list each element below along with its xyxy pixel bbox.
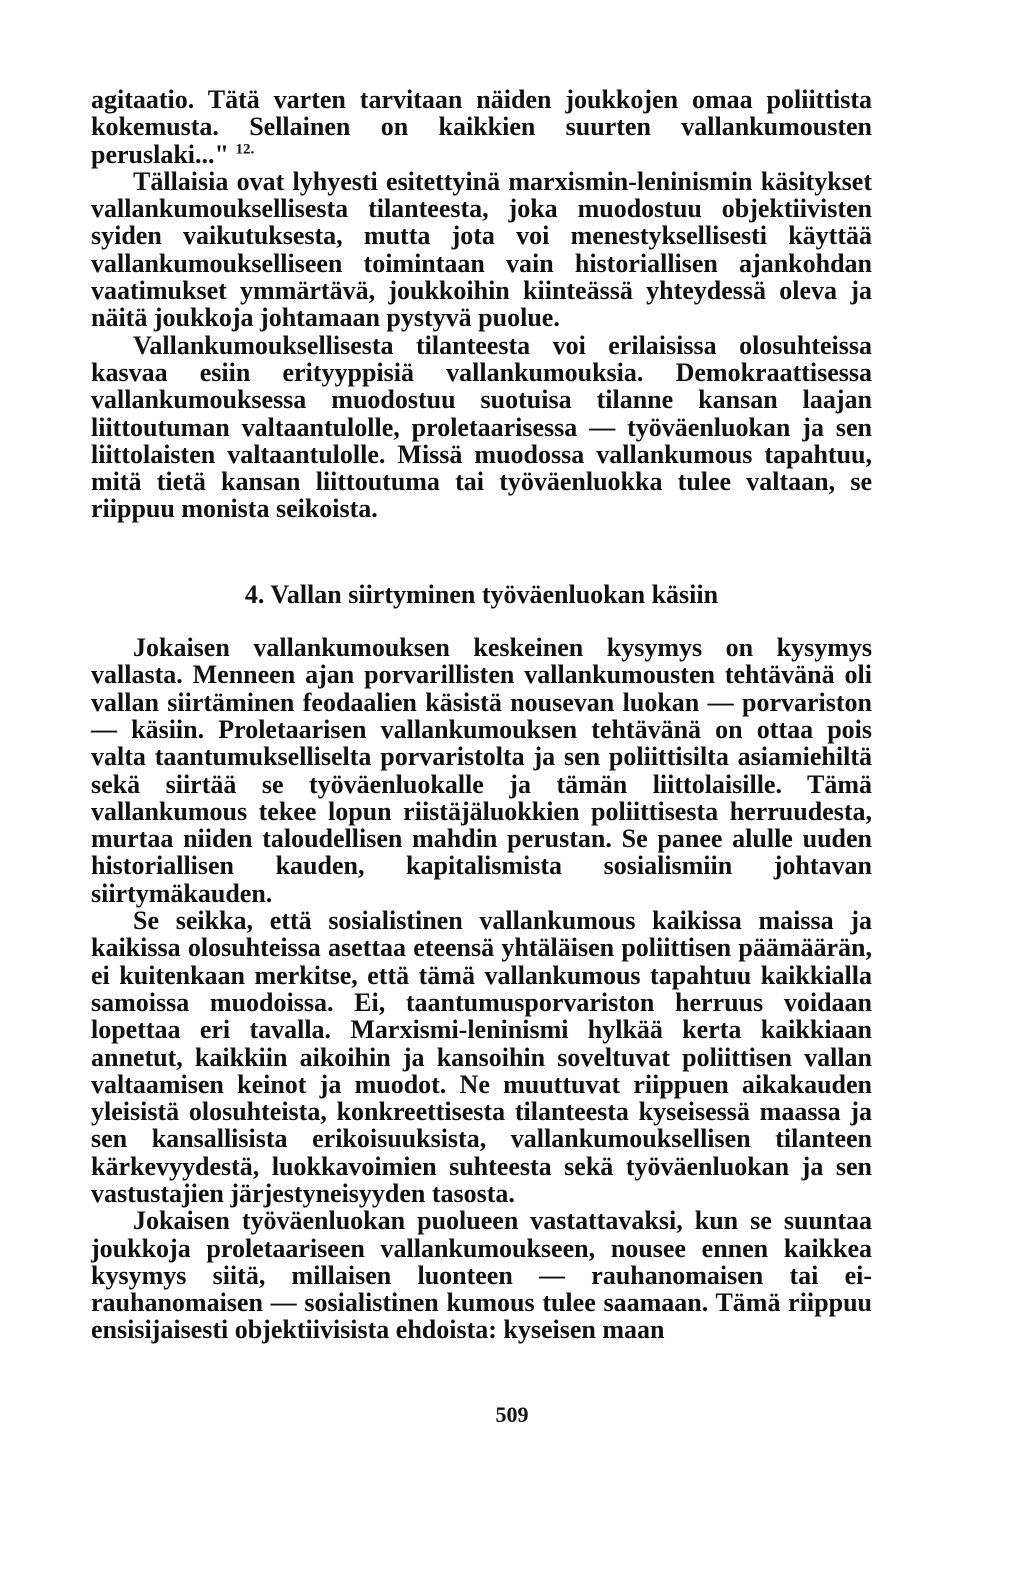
footnote-reference: 12. [235, 140, 255, 157]
paragraph: Tällaisia ovat lyhyesti esitettyinä marxismin-leninismin käsitykset vallankumouksellisesta tilanteesta, joka muodostuu objektiivisten syiden vaikutuksesta, mutta jota voi menestyksellisesti käyttää vallankumoukselliseen toimintaan vain historiallisen ajankohdan vaatimukset ymmärtävä, joukkoihin kiinteässä yhteydessä oleva ja näitä joukkoja johtamaan pystyvä puolue. [91, 166, 872, 333]
paragraph-continuation [91, 86, 872, 168]
paragraph: Jokaisen työväenluokan puolueen vastattavaksi, kun se suuntaa joukkoja proletaariseen vallankumoukseen, nousee ennen kaikkea kysymys siitä, millaisen luonteen — rauhanomaisen tai ei-rauhanomaisen — sosialistinen kumous tulee saamaan. Tämä riippuu ensisijaisesti objektiivisista ehdoista: kyseisen maan [91, 1206, 872, 1345]
page-body [91, 86, 872, 1344]
section-heading: 4. Vallan siirtyminen työväenluokan käsiin [244, 579, 719, 609]
page-number: 509 [495, 1402, 529, 1427]
paragraph-text: agitaatio. Tätä varten tarvitaan näiden joukkojen omaa poliittista kokemusta. Sellainen on kaikkien suurten vallankumousten peruslaki..." [91, 85, 872, 169]
paragraph: Jokaisen vallankumouksen keskeinen kysymys on kysymys vallasta. Menneen ajan porvarillisten vallankumousten tehtävänä oli vallan siirtäminen feodaalien käsistä nousevan luokan — porvariston — käsiin. Proletaarisen vallankumouksen tehtävänä on ottaa pois valta taantumukselliselta porvaristolta ja sen poliittisilta asiamiehiltä sekä siirtää se työväenluokalle ja tämän liittolaisille. Tämä vallankumous tekee lopun riistäjäluokkien poliittisesta herruudesta, murtaa niiden taloudellisen mahdin perustan. Se panee alulle uuden historiallisen kauden, kapitalismista sosialismiin johtavan siirtymäkauden. [91, 633, 872, 908]
paragraph: Vallankumouksellisesta tilanteesta voi erilaisissa olosuhteissa kasvaa esiin erityyppisiä vallankumouksia. Demokraattisessa vallankumouksessa muodostuu suotuisa tilanne kansan laajan liittoutuman valtaantulolle, proletaarisessa — työväenluokan ja sen liittolaisten valtaantulolle. Missä muodossa vallankumous tapahtuu, mitä tietä kansan liittoutuma tai työväenluokka tulee valtaan, se riippuu monista seikoista. [91, 330, 872, 524]
paragraph: Se seikka, että sosialistinen vallankumous kaikissa maissa ja kaikissa olosuhteissa asettaa eteensä yhtäläisen poliittisen päämäärän, ei kuitenkaan merkitse, että tämä vallankumous tapahtuu kaikkialla samoissa muodoissa. Ei, taantumusporvariston herruus voidaan lopettaa eri tavalla. Marxismi-leninismi hylkää kerta kaikkiaan annetut, kaikkiin aikoihin ja kansoihin soveltuvat poliittisen vallan valtaamisen keinot ja muodot. Ne muuttuvat riippuen aikakauden yleisistä olosuhteista, konkreettisesta tilanteesta kyseisessä maassa ja sen kansallisista erikoisuuksista, vallankumouksellisen tilanteen kärkevyydestä, luokkavoimien suhteesta sekä työväenluokan ja sen vastustajien järjestyneisyyden tasosta. [91, 906, 872, 1208]
